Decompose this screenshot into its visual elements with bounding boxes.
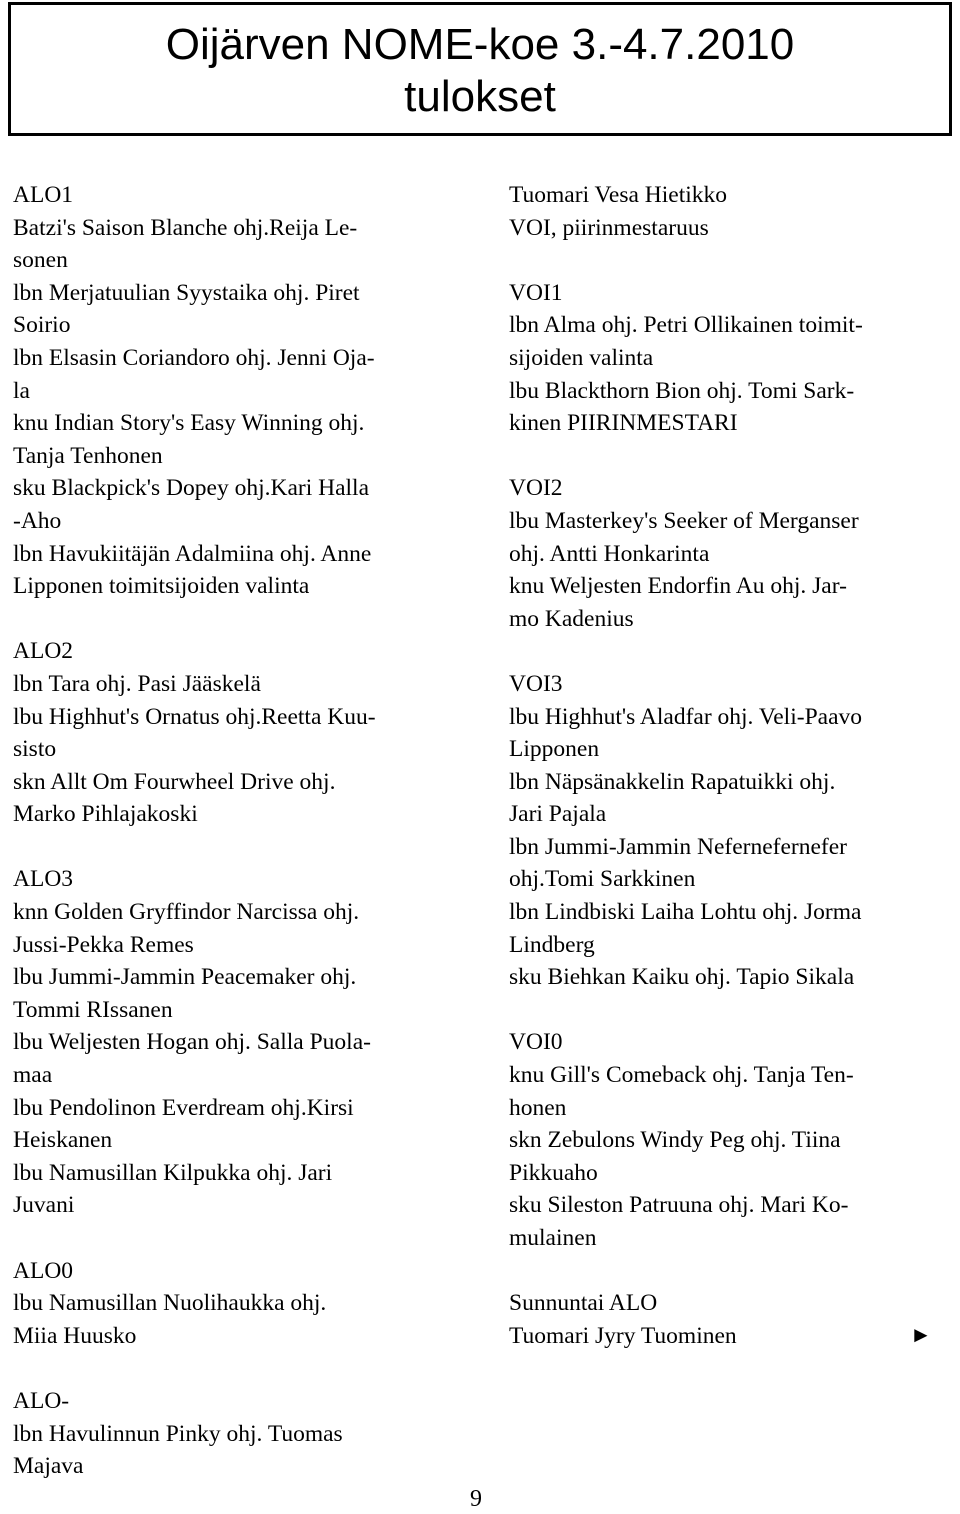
right-results-column bbox=[509, 179, 954, 1352]
result-line: VOI2 bbox=[509, 475, 563, 502]
blank-line bbox=[13, 1222, 453, 1255]
result-line: ALO2 bbox=[13, 638, 74, 665]
result-line: sonen bbox=[13, 247, 68, 274]
result-line: ohj.Tomi Sarkkinen bbox=[509, 866, 696, 893]
result-line: lbu Weljesten Hogan ohj. Salla Puola- bbox=[13, 1029, 371, 1056]
result-line: Miia Huusko bbox=[13, 1322, 137, 1349]
result-line: lbn Merjatuulian Syystaika ohj. Piret bbox=[13, 279, 360, 306]
result-line: sku Biehkan Kaiku ohj. Tapio Sikala bbox=[509, 964, 855, 991]
result-line: Lindberg bbox=[509, 931, 595, 958]
result-line: la bbox=[13, 377, 30, 404]
result-line: mo Kadenius bbox=[509, 605, 634, 632]
result-line: honen bbox=[509, 1094, 567, 1121]
result-line: Majava bbox=[13, 1453, 84, 1480]
result-line: VOI, piirinmestaruus bbox=[509, 214, 709, 241]
result-line: Marko Pihlajakoski bbox=[13, 801, 198, 828]
result-line: ALO1 bbox=[13, 182, 74, 208]
result-line: Juvani bbox=[13, 1192, 75, 1219]
result-line: -Aho bbox=[13, 507, 62, 534]
result-line: lbu Masterkey's Seeker of Merganser bbox=[509, 507, 859, 534]
result-line: Pikkuaho bbox=[509, 1159, 598, 1186]
result-line: ohj. Antti Honkarinta bbox=[509, 540, 710, 567]
left-results-column bbox=[13, 179, 453, 1483]
result-line: sijoiden valinta bbox=[509, 344, 654, 371]
result-line: lbn Lindbiski Laiha Lohtu ohj. Jorma bbox=[509, 899, 862, 926]
result-line: sisto bbox=[13, 736, 57, 763]
result-line: lbu Namusillan Nuolihaukka ohj. bbox=[13, 1290, 327, 1317]
result-line: lbu Highhut's Aladfar ohj. Veli-Paavo bbox=[509, 703, 862, 730]
result-line: sku Blackpick's Dopey ohj.Kari Halla bbox=[13, 475, 369, 502]
result-line: Tommi RIssanen bbox=[13, 996, 173, 1023]
blank-line bbox=[509, 244, 954, 277]
result-line: lbu Pendolinon Everdream ohj.Kirsi bbox=[13, 1094, 354, 1121]
result-line: ALO0 bbox=[13, 1257, 74, 1284]
blank-line bbox=[13, 1352, 453, 1385]
result-line: sku Sileston Patruuna ohj. Mari Ko- bbox=[509, 1192, 849, 1219]
blank-line bbox=[13, 831, 453, 864]
blank-line bbox=[509, 635, 954, 668]
result-line: knu Gill's Comeback ohj. Tanja Ten- bbox=[509, 1062, 854, 1089]
page-number: 9 bbox=[470, 1486, 482, 1512]
result-line: Jari Pajala bbox=[509, 801, 607, 828]
result-line: VOI0 bbox=[509, 1029, 563, 1056]
result-line: knu Indian Story's Easy Winning ohj. bbox=[13, 410, 365, 437]
result-line: lbn Alma ohj. Petri Ollikainen toimit- bbox=[509, 312, 863, 339]
result-line: VOI1 bbox=[509, 279, 563, 306]
result-line: lbn Tara ohj. Pasi Jääskelä bbox=[13, 670, 261, 697]
result-line: skn Zebulons Windy Peg ohj. Tiina bbox=[509, 1127, 841, 1154]
result-line: Sunnuntai ALO bbox=[509, 1290, 658, 1317]
result-line: lbu Highhut's Ornatus ohj.Reetta Kuu- bbox=[13, 703, 376, 730]
result-line: Soirio bbox=[13, 312, 71, 339]
blank-line bbox=[509, 994, 954, 1027]
result-line: lbu Blackthorn Bion ohj. Tomi Sark- bbox=[509, 377, 855, 404]
result-line: Heiskanen bbox=[13, 1127, 113, 1154]
page-title-line-2: tulokset bbox=[404, 72, 556, 121]
result-line: ALO- bbox=[13, 1387, 70, 1414]
next-page-arrow-icon: ► bbox=[910, 1322, 932, 1347]
result-line: knn Golden Gryffindor Narcissa ohj. bbox=[13, 899, 360, 926]
result-line: lbn Elsasin Coriandoro ohj. Jenni Oja- bbox=[13, 344, 375, 371]
result-line: Jussi-Pekka Remes bbox=[13, 931, 194, 958]
result-line: lbu Jummi-Jammin Peacemaker ohj. bbox=[13, 964, 357, 991]
result-line: Tanja Tenhonen bbox=[13, 442, 163, 469]
result-line: maa bbox=[13, 1062, 53, 1089]
blank-line bbox=[13, 603, 453, 636]
result-line: Batzi's Saison Blanche ohj.Reija Le- bbox=[13, 214, 358, 241]
result-line: lbn Jummi-Jammin Nefernefernefer bbox=[509, 833, 848, 860]
result-line: skn Allt Om Fourwheel Drive ohj. bbox=[13, 768, 336, 795]
result-line: kinen PIIRINMESTARI bbox=[509, 410, 738, 437]
result-line: Tuomari Jyry Tuominen bbox=[509, 1322, 737, 1349]
result-line: mulainen bbox=[509, 1225, 597, 1251]
result-line: lbu Namusillan Kilpukka ohj. Jari bbox=[13, 1159, 333, 1186]
blank-line bbox=[509, 1255, 954, 1288]
result-line: lbn Näpsänakkelin Rapatuikki ohj. bbox=[509, 768, 836, 795]
result-line: lbn Havukiitäjän Adalmiina ohj. Anne bbox=[13, 540, 372, 567]
result-line: lbn Havulinnun Pinky ohj. Tuomas bbox=[13, 1420, 343, 1447]
page-title-box bbox=[8, 2, 952, 136]
result-line: ALO3 bbox=[13, 866, 74, 893]
result-line: VOI3 bbox=[509, 670, 563, 697]
page-title-line-1: Oijärven NOME-koe 3.-4.7.2010 bbox=[165, 20, 795, 69]
result-line: Tuomari Vesa Hietikko bbox=[509, 182, 728, 208]
result-line: Lipponen toimitsijoiden valinta bbox=[13, 573, 310, 600]
result-line: Lipponen bbox=[509, 736, 600, 763]
result-line: knu Weljesten Endorfin Au ohj. Jar- bbox=[509, 573, 847, 600]
blank-line bbox=[509, 440, 954, 473]
